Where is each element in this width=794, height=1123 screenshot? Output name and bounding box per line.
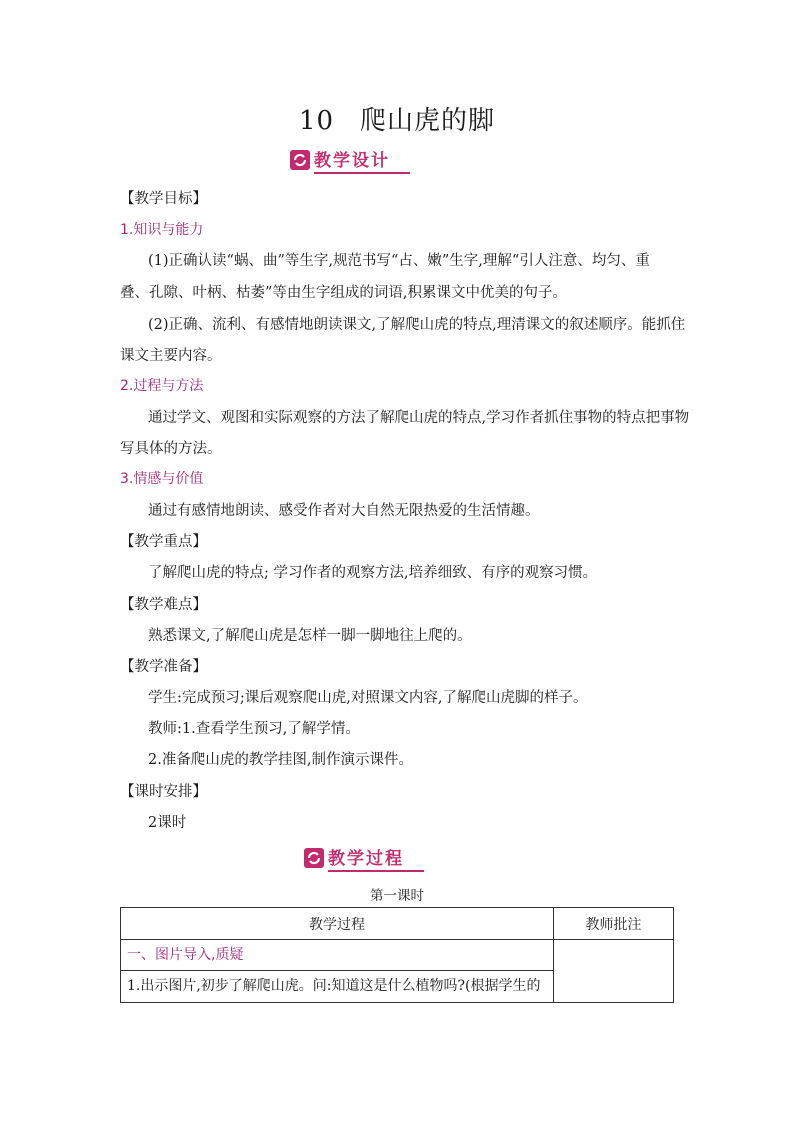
banner-label: 教学过程 xyxy=(328,844,424,872)
preparation-teacher-2: 2.准备爬山虎的教学挂图,制作演示课件。 xyxy=(148,752,413,768)
swirl-logo-icon xyxy=(304,848,324,868)
preparation-heading: 【教学准备】 xyxy=(120,659,207,675)
column-header-process: 教学过程 xyxy=(121,908,554,940)
section-banner-process xyxy=(304,846,424,870)
table-cell-text: 1.出示图片,初步了解爬山虎。问:知道这是什么植物吗?(根据学生的 xyxy=(127,978,541,994)
objectives-heading: 【教学目标】 xyxy=(120,191,207,207)
lesson-title: 爬山虎的脚 xyxy=(360,106,496,136)
table-subheading: 一、图片导入,质疑 xyxy=(121,940,553,971)
schedule-heading: 【课时安排】 xyxy=(120,784,207,800)
banner-label: 教学设计 xyxy=(314,146,410,174)
paragraph-line: 通过学文、观图和实际观察的方法了解爬山虎的特点,学习作者抓住事物的特点把事物 xyxy=(148,410,690,426)
section-banner-design xyxy=(290,148,410,172)
table-row xyxy=(121,940,674,1003)
swirl-logo-icon xyxy=(290,150,310,170)
keypoints-heading: 【教学重点】 xyxy=(120,534,207,550)
lesson-label: 第一课时 xyxy=(370,888,424,904)
column-header-notes: 教师批注 xyxy=(554,908,674,940)
objective-3-title: 3.情感与价值 xyxy=(120,471,204,487)
objective-2-title: 2.过程与方法 xyxy=(120,378,204,394)
paragraph-line: (1)正确认读“蜗、曲”等生字,规范书写“占、嫩”生字,理解“引人注意、均匀、重 xyxy=(148,253,650,269)
process-table xyxy=(120,907,674,1003)
keypoints-text: 了解爬山虎的特点; 学习作者的观察方法,培养细致、有序的观察习惯。 xyxy=(148,565,598,581)
paragraph-line: 课文主要内容。 xyxy=(120,348,222,364)
paragraph-line: (2)正确、流利、有感情地朗读课文,了解爬山虎的特点,理清课文的叙述顺序。能抓住 xyxy=(148,317,686,333)
lesson-number: 10 xyxy=(298,106,335,136)
paragraph-line: 叠、孔隙、叶柄、枯萎”等由生字组成的词语,积累课文中优美的句子。 xyxy=(120,285,568,301)
notes-cell xyxy=(554,940,674,1003)
paragraph-line: 写具体的方法。 xyxy=(120,441,222,457)
difficulty-heading: 【教学难点】 xyxy=(120,597,207,613)
objective-1-title: 1.知识与能力 xyxy=(120,222,204,238)
table-header-row xyxy=(121,908,674,940)
preparation-teacher-1: 教师:1.查看学生预习,了解学情。 xyxy=(148,721,360,737)
page-title xyxy=(0,100,794,137)
process-cell xyxy=(121,940,554,1003)
preparation-student: 学生:完成预习;课后观察爬山虎,对照课文内容,了解爬山虎脚的样子。 xyxy=(148,690,588,706)
schedule-text: 2课时 xyxy=(148,815,187,831)
difficulty-text: 熟悉课文,了解爬山虎是怎样一脚一脚地往上爬的。 xyxy=(148,628,472,644)
paragraph-line: 通过有感情地朗读、感受作者对大自然无限热爱的生活情趣。 xyxy=(148,503,540,519)
